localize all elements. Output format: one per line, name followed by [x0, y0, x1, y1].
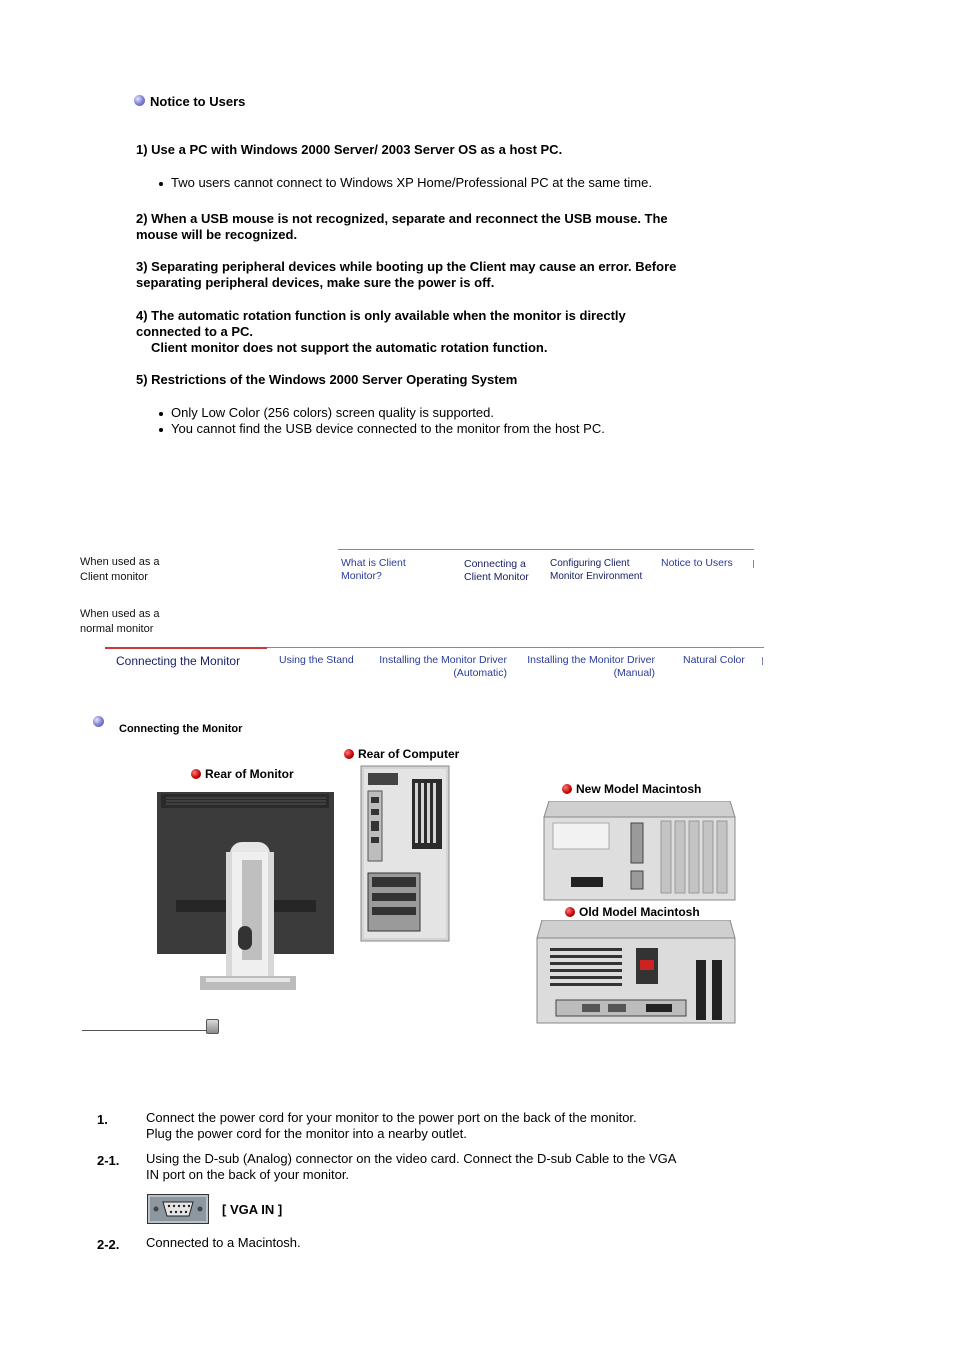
step-number: 1.	[97, 1112, 108, 1127]
new-mac-image	[543, 801, 736, 901]
nav-tab-configuring-client-monitor[interactable]	[550, 557, 642, 583]
side-nav-label: When used as a	[80, 608, 160, 620]
notice-item-2	[136, 211, 668, 243]
notice-item-1-list	[157, 175, 757, 191]
nav-tab-connecting-monitor[interactable]: Connecting the Monitor	[116, 654, 241, 668]
notice-item-1: 1) Use a PC with Windows 2000 Server/ 2003 Server OS as a host PC.	[136, 142, 563, 157]
list-item: Two users cannot connect to Windows XP Home/Professional PC at the same time.	[157, 175, 757, 191]
step-line: Plug the power cord for the monitor into a nearby outlet.	[146, 1126, 467, 1141]
section-heading: Connecting the Monitor	[119, 723, 243, 735]
nav-label: What is Client	[341, 557, 406, 569]
notice-item-4-line-3: Client monitor does not support the automatic rotation function.	[151, 340, 548, 355]
label-text: Rear of Computer	[358, 747, 460, 761]
notice-item-5: 5) Restrictions of the Windows 2000 Server Operating System	[136, 372, 518, 387]
nav-separator	[753, 560, 754, 568]
nav-label: (Automatic)	[453, 667, 507, 679]
section-bullet-icon	[93, 716, 104, 727]
step-line: Using the D-sub (Analog) connector on the video card. Connect the D-sub Cable to the VGA	[146, 1151, 677, 1166]
red-dot-icon	[344, 749, 354, 759]
side-nav-label: When used as a	[80, 556, 160, 568]
slider-handle[interactable]	[206, 1019, 219, 1034]
notice-item-3	[136, 259, 676, 291]
label-rear-computer	[344, 747, 459, 761]
label-text: Rear of Monitor	[205, 767, 294, 781]
nav-separator	[762, 657, 763, 665]
notice-heading: Notice to Users	[150, 94, 246, 109]
red-dot-icon	[191, 769, 201, 779]
label-old-mac	[565, 905, 700, 919]
nav-label: Configuring Client	[550, 558, 630, 569]
notice-item-4	[136, 308, 626, 356]
side-nav-client-monitor[interactable]	[80, 555, 160, 585]
notice-item-2-line-1: 2) When a USB mouse is not recognized, separate and reconnect the USB mouse. The	[136, 211, 668, 226]
nav-tab-using-stand[interactable]: Using the Stand	[279, 654, 354, 666]
nav-tab-notice-to-users[interactable]: Notice to Users	[661, 557, 733, 569]
notice-bullet-icon	[134, 95, 145, 106]
nav-label: Monitor?	[341, 570, 382, 582]
nav-tab-what-is-client-monitor[interactable]	[341, 557, 406, 583]
old-mac-image	[536, 920, 736, 1024]
red-dot-icon	[565, 907, 575, 917]
vga-in-label: [ VGA IN ]	[222, 1202, 283, 1217]
list-item: Only Low Color (256 colors) screen quality is supported.	[157, 405, 777, 421]
label-text: Old Model Macintosh	[579, 905, 700, 919]
label-rear-monitor	[191, 767, 294, 781]
step-line: Connect the power cord for your monitor to the power port on the back of the monitor.	[146, 1110, 637, 1125]
step-number: 2-1.	[97, 1153, 120, 1168]
rear-of-computer-image	[360, 765, 450, 942]
notice-item-2-line-2: mouse will be recognized.	[136, 227, 298, 242]
nav-label: Monitor Environment	[550, 571, 643, 582]
step-number: 2-2.	[97, 1237, 120, 1252]
rear-of-monitor-image	[156, 790, 336, 992]
side-nav-normal-monitor[interactable]	[80, 607, 160, 637]
nav-tab-connecting-client-monitor[interactable]	[464, 558, 529, 584]
nav-bottom-divider	[267, 647, 764, 648]
nav-top-divider	[338, 549, 754, 550]
step-text: Connected to a Macintosh.	[146, 1235, 301, 1250]
notice-item-5-list	[157, 405, 777, 437]
list-item: You cannot find the USB device connected to the monitor from the host PC.	[157, 421, 777, 437]
nav-tab-natural-color[interactable]: Natural Color	[683, 654, 745, 666]
nav-label: (Manual)	[613, 667, 655, 679]
notice-item-3-line-2: separating peripheral devices, make sure the power is off.	[136, 275, 495, 290]
step-text	[146, 1151, 676, 1183]
side-nav-label: normal monitor	[80, 623, 154, 635]
nav-label: Connecting a	[464, 558, 526, 570]
nav-label: Installing the Monitor Driver	[379, 654, 507, 666]
step-line: IN port on the back of your monitor.	[146, 1167, 350, 1182]
step-text	[146, 1110, 637, 1142]
nav-label: Installing the Monitor Driver	[527, 654, 655, 666]
label-new-mac	[562, 782, 701, 796]
notice-item-4-line-2: connected to a PC.	[136, 324, 254, 339]
nav-active-indicator	[105, 647, 267, 649]
notice-item-3-line-1: 3) Separating peripheral devices while booting up the Client may cause an error. Before	[136, 259, 677, 274]
nav-label: Client Monitor	[464, 571, 529, 583]
notice-item-4-line-1: 4) The automatic rotation function is only available when the monitor is directly	[136, 308, 626, 323]
vga-connector-icon	[147, 1194, 209, 1224]
nav-tab-driver-manual[interactable]	[525, 654, 655, 680]
side-nav-label: Client monitor	[80, 571, 148, 583]
red-dot-icon	[562, 784, 572, 794]
nav-tab-driver-automatic[interactable]	[377, 654, 507, 680]
slider-track	[82, 1030, 208, 1031]
label-text: New Model Macintosh	[576, 782, 702, 796]
